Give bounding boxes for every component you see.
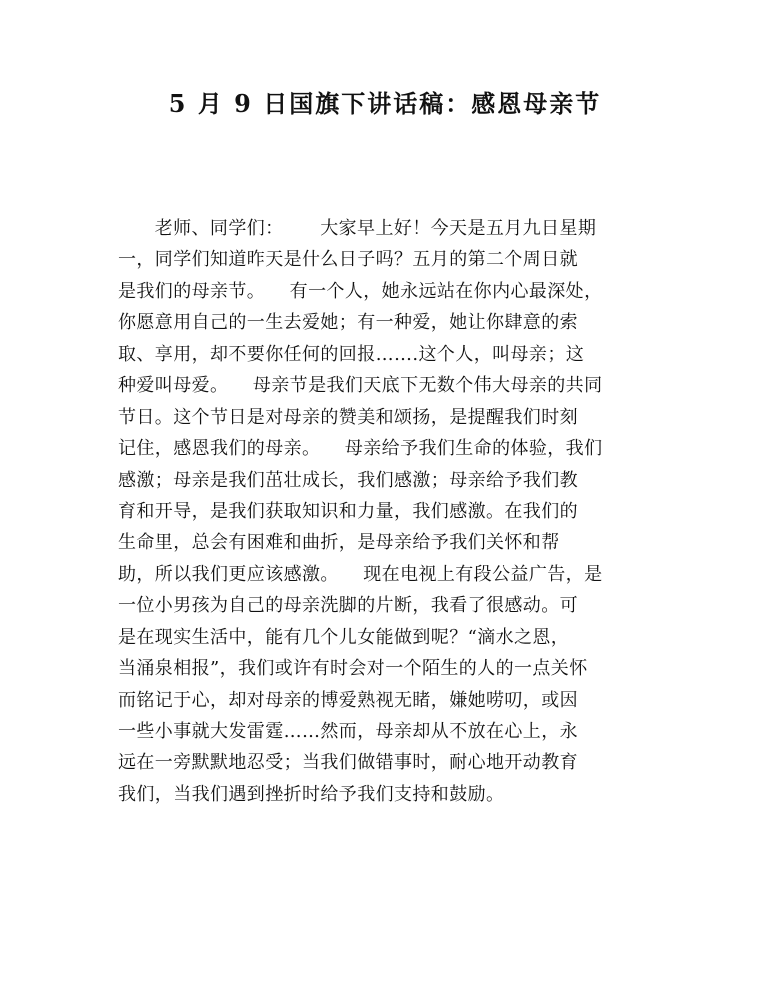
body-line: 是我们的母亲节。 有一个人，她永远站在你内心最深处， (118, 280, 603, 302)
body-line: 感激；母亲是我们茁壮成长，我们感激；母亲给予我们教 (118, 469, 578, 491)
body-line: 记住，感恩我们的母亲。 母亲给予我们生命的体验，我们 (118, 438, 603, 460)
body-line: 一些小事就大发雷霆……然而，母亲却从不放在心上，永 (118, 721, 578, 742)
body-line: 一，同学们知道昨天是什么日子吗？五月的第二个周日就 (118, 249, 578, 271)
body-line: 种爱叫母爱。 母亲节是我们天底下无数个伟大母亲的共同 (118, 375, 603, 397)
page-title: 5 月 9 日国旗下讲话稿：感恩母亲节 (168, 89, 602, 118)
body-line: 远在一旁默默地忍受；当我们做错事时，耐心地开动教育 (118, 752, 578, 774)
body-line: 助，所以我们更应该感激。 现在电视上有段公益广告，是 (118, 563, 603, 585)
body-line: 节日。这个节日是对母亲的赞美和颂扬，是提醒我们时刻 (118, 406, 578, 428)
body-line: 老师、同学们： 大家早上好！今天是五月九日星期 (118, 218, 597, 239)
body-line: 是在现实生活中，能有几个儿女能做到呢？“滴水之恩， (118, 626, 570, 648)
body-line: 当涌泉相报”，我们或许有时会对一个陌生的人的一点关怀 (118, 658, 588, 680)
body-line: 我们，当我们遇到挫折时给予我们支持和鼓励。 (118, 783, 505, 805)
body-line: 取、享用，却不要你任何的回报…….这个人，叫母亲；这 (118, 343, 585, 365)
body-line: 生命里，总会有困难和曲折，是母亲给予我们关怀和帮 (118, 532, 560, 554)
body-line: 而铭记于心，却对母亲的博爱熟视无睹，嫌她唠叨，或因 (118, 689, 578, 711)
body-line: 你愿意用自己的一生去爱她；有一种爱，她让你肆意的索 (118, 312, 578, 334)
document-body (118, 213, 663, 810)
body-line: 育和开导，是我们获取知识和力量，我们感激。在我们的 (118, 500, 578, 522)
body-line: 一位小男孩为自己的母亲洗脚的片断，我看了很感动。可 (118, 595, 578, 617)
